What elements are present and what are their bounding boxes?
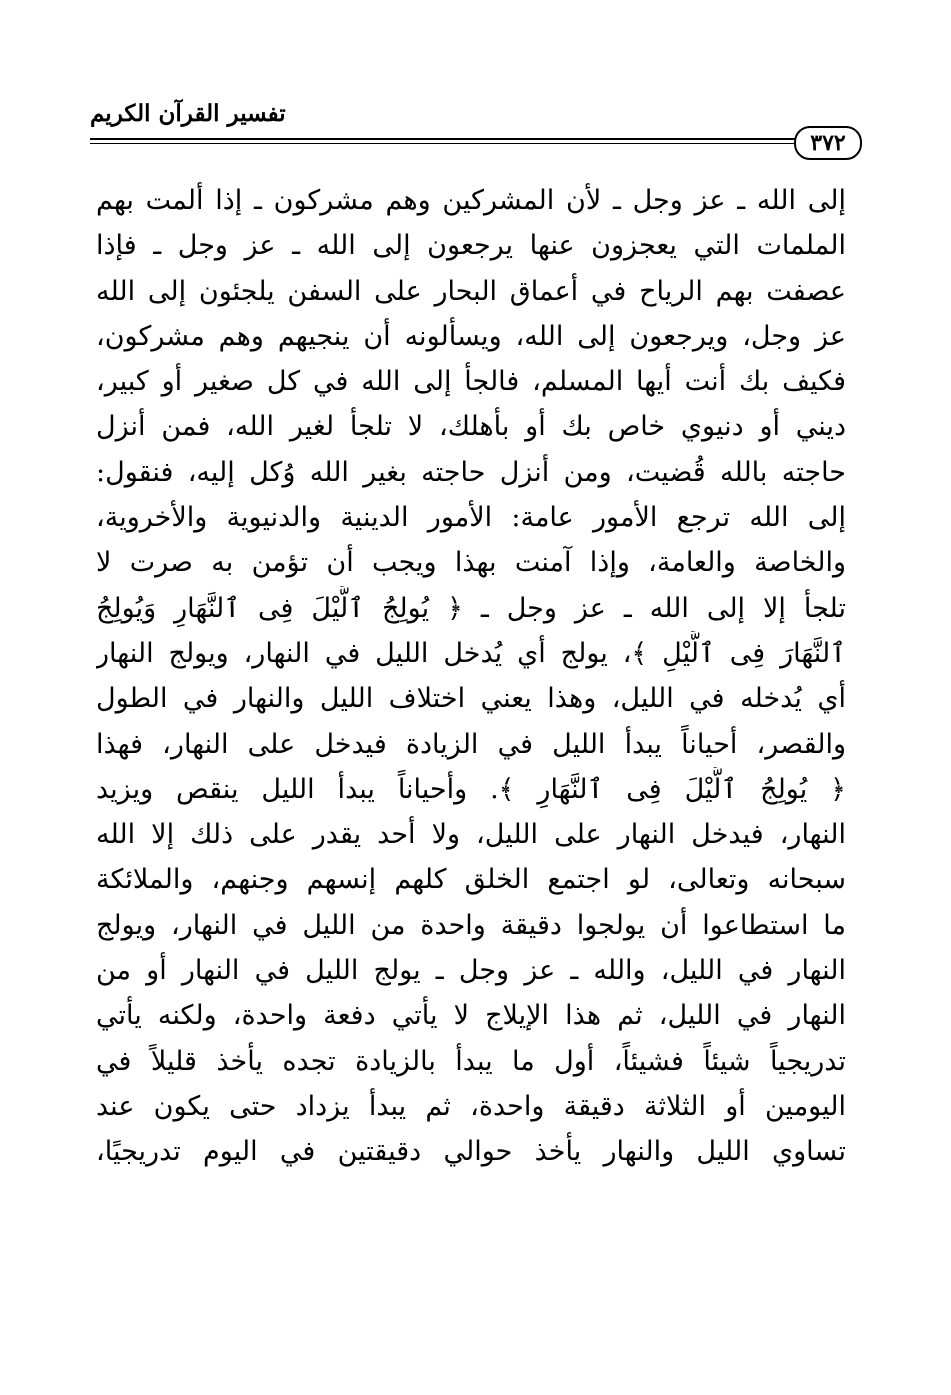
text-line: ديني أو دنيوي خاص بك أو بأهلك، لا تلجأ لغير الله، فمن أنزل [96, 411, 846, 443]
text-line-quran: ٱلنَّهَارَ فِى ٱلَّيْلِ ﴾، يولج أي يُدخل الليل في النهار، ويولج النهار [96, 637, 846, 669]
text-line: تدريجياً شيئاً فشيئاً، أول ما يبدأ بالزيادة تجده يأخذ قليلاً في [96, 1045, 846, 1077]
text-line: النهار في الليل، والله ـ عز وجل ـ يولج الليل في النهار أو من [96, 955, 846, 987]
text-line: النهار في الليل، ثم هذا الإيلاج لا يأتي دفعة واحدة، ولكنه يأتي [96, 1000, 846, 1032]
text-line: والخاصة والعامة، وإذا آمنت بهذا ويجب أن تؤمن به صرت لا [96, 547, 846, 579]
text-line: إلى الله ـ عز وجل ـ لأن المشركين وهم مشركون ـ إذا ألمت بهم [96, 185, 846, 216]
text-line: عز وجل، ويرجعون إلى الله، ويسألونه أن ينجيهم وهم مشركون، [96, 320, 846, 352]
text-line: إلى الله ترجع الأمور عامة: الأمور الدينية والدنيوية والأخروية، [96, 502, 846, 534]
text-line: فكيف بك أنت أيها المسلم، فالجأ إلى الله في كل صغير أو كبير، [96, 366, 846, 398]
text-line: عصفت بهم الرياح في أعماق البحار على السفن يلجئون إلى الله [96, 275, 846, 307]
text-line: ما استطاعوا أن يولجوا دقيقة واحدة من الليل في النهار، ويولج [96, 909, 846, 941]
text-line: والقصر، أحياناً يبدأ الليل في الزيادة فيدخل على النهار، فهذا [96, 728, 846, 760]
text-line: أي يُدخله في الليل، وهذا يعني اختلاف الليل والنهار في الطول [96, 683, 846, 715]
book-title: تفسير القرآن الكريم [90, 100, 286, 127]
text-line: سبحانه وتعالى، لو اجتمع الخلق كلهم إنسهم وجنهم، والملائكة [96, 864, 846, 896]
text-line: اليومين أو الثلاثة دقيقة واحدة، ثم يبدأ يزداد حتى يكون عند [96, 1090, 846, 1122]
page-header [90, 98, 862, 164]
text-line-quran: تلجأ إلا إلى الله ـ عز وجل ـ ﴿ يُولِجُ ٱلَّيْلَ فِى ٱلنَّهَارِ وَيُولِجُ [96, 592, 846, 624]
text-line: النهار، فيدخل النهار على الليل، ولا أحد يقدر على ذلك إلا الله [96, 819, 846, 851]
body-text [96, 178, 846, 1175]
text-line: الملمات التي يعجزون عنها يرجعون إلى الله ـ عز وجل ـ فإذا [96, 230, 846, 262]
header-rule [90, 138, 800, 140]
header-rule-thin [90, 143, 800, 144]
text-line-quran: ﴿ يُولِجُ ٱلَّيْلَ فِى ٱلنَّهَارِ ﴾. وأحياناً يبدأ الليل ينقص ويزيد [96, 773, 846, 805]
text-line: حاجته بالله قُضيت، ومن أنزل حاجته بغير الله وُكل إليه، فنقول: [96, 456, 846, 488]
page-number: ٣٧٢ [794, 126, 862, 160]
text-line: تساوي الليل والنهار يأخذ حوالي دقيقتين في اليوم تدريجيًا، [96, 1136, 846, 1168]
